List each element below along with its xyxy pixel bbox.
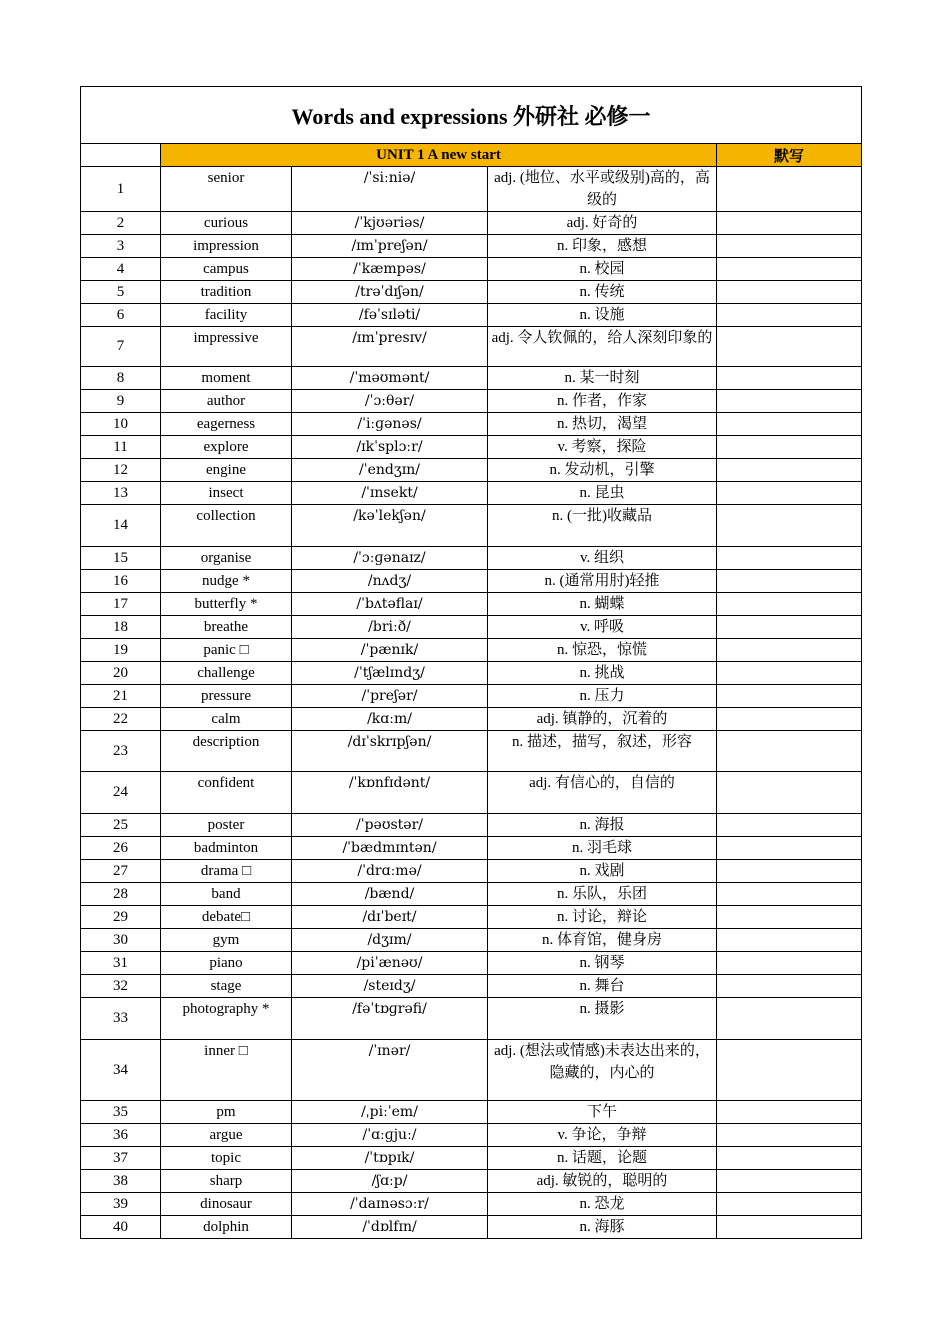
- phonetic-cell: /ˈpəʊstər/: [292, 814, 488, 837]
- dictation-cell[interactable]: [717, 952, 862, 975]
- word-cell: description: [161, 731, 292, 772]
- row-number: 1: [81, 167, 161, 212]
- table-row: [81, 327, 862, 367]
- word-cell: photography *: [161, 998, 292, 1040]
- word-cell: badminton: [161, 837, 292, 860]
- table-row: [81, 662, 862, 685]
- row-number: 32: [81, 975, 161, 998]
- phonetic-cell: /briːð/: [292, 616, 488, 639]
- table-row: [81, 1147, 862, 1170]
- table-row: [81, 616, 862, 639]
- word-cell: gym: [161, 929, 292, 952]
- phonetic-cell: /ʃɑːp/: [292, 1170, 488, 1193]
- page-title: Words and expressions 外研社 必修一: [81, 87, 862, 144]
- table-row: [81, 837, 862, 860]
- word-cell: poster: [161, 814, 292, 837]
- meaning-cell: n. 戏剧: [488, 860, 717, 883]
- phonetic-cell: /ˈɪnsekt/: [292, 482, 488, 505]
- phonetic-cell: /ˈpænɪk/: [292, 639, 488, 662]
- row-number: 29: [81, 906, 161, 929]
- row-number: 30: [81, 929, 161, 952]
- table-row: [81, 390, 862, 413]
- row-number: 9: [81, 390, 161, 413]
- table-row: [81, 998, 862, 1040]
- table-row: [81, 860, 862, 883]
- row-number: 40: [81, 1216, 161, 1239]
- phonetic-cell: /fəˈsɪləti/: [292, 304, 488, 327]
- word-cell: argue: [161, 1124, 292, 1147]
- word-cell: insect: [161, 482, 292, 505]
- meaning-cell: v. 组织: [488, 547, 717, 570]
- row-number: 5: [81, 281, 161, 304]
- word-cell: topic: [161, 1147, 292, 1170]
- phonetic-cell: /ˈbædmɪntən/: [292, 837, 488, 860]
- table-row: [81, 547, 862, 570]
- dictation-cell[interactable]: [717, 708, 862, 731]
- dictation-cell[interactable]: [717, 235, 862, 258]
- header-blank-cell: [81, 144, 161, 167]
- dictation-cell[interactable]: [717, 1040, 862, 1101]
- dictation-cell[interactable]: [717, 998, 862, 1040]
- table-row: [81, 1101, 862, 1124]
- row-number: 33: [81, 998, 161, 1040]
- meaning-cell: n. 描述，描写，叙述，形容: [488, 731, 717, 772]
- dictation-cell[interactable]: [717, 390, 862, 413]
- meaning-cell: n. 发动机，引擎: [488, 459, 717, 482]
- dictation-cell[interactable]: [717, 883, 862, 906]
- meaning-cell: n. 摄影: [488, 998, 717, 1040]
- meaning-cell: n. 讨论，辩论: [488, 906, 717, 929]
- table-row: [81, 883, 862, 906]
- row-number: 6: [81, 304, 161, 327]
- table-row: [81, 482, 862, 505]
- dictation-cell[interactable]: [717, 772, 862, 814]
- dictation-cell[interactable]: [717, 505, 862, 547]
- table-row: [81, 685, 862, 708]
- meaning-cell: n. 羽毛球: [488, 837, 717, 860]
- phonetic-cell: /ˈbʌtəflaɪ/: [292, 593, 488, 616]
- dictation-cell[interactable]: [717, 639, 862, 662]
- word-cell: pm: [161, 1101, 292, 1124]
- phonetic-cell: /fəˈtɒɡrəfi/: [292, 998, 488, 1040]
- table-row: [81, 593, 862, 616]
- table-row: [81, 1216, 862, 1239]
- table-row: [81, 459, 862, 482]
- dictation-cell[interactable]: [717, 860, 862, 883]
- meaning-cell: n. 热切，渴望: [488, 413, 717, 436]
- phonetic-cell: /ˈkjʊəriəs/: [292, 212, 488, 235]
- meaning-cell: adj. (想法或情感)未表达出来的，隐藏的，内心的: [488, 1040, 717, 1101]
- dictation-header: 默写: [717, 144, 862, 167]
- row-number: 2: [81, 212, 161, 235]
- dictation-cell[interactable]: [717, 212, 862, 235]
- table-row: [81, 1124, 862, 1147]
- dictation-cell[interactable]: [717, 258, 862, 281]
- table-row: [81, 367, 862, 390]
- dictation-cell[interactable]: [717, 327, 862, 367]
- vocabulary-table: [80, 86, 862, 1239]
- table-row: [81, 167, 862, 212]
- meaning-cell: n. 海报: [488, 814, 717, 837]
- row-number: 35: [81, 1101, 161, 1124]
- word-cell: inner □: [161, 1040, 292, 1101]
- meaning-cell: n. 舞台: [488, 975, 717, 998]
- phonetic-cell: /ˈɔːθər/: [292, 390, 488, 413]
- table-row: [81, 639, 862, 662]
- phonetic-cell: /trəˈdɪʃən/: [292, 281, 488, 304]
- dictation-cell[interactable]: [717, 616, 862, 639]
- word-cell: confident: [161, 772, 292, 814]
- dictation-cell[interactable]: [717, 436, 862, 459]
- word-cell: dinosaur: [161, 1193, 292, 1216]
- phonetic-cell: /ˈdaɪnəsɔːr/: [292, 1193, 488, 1216]
- row-number: 27: [81, 860, 161, 883]
- meaning-cell: n. 昆虫: [488, 482, 717, 505]
- table-row: [81, 906, 862, 929]
- row-number: 3: [81, 235, 161, 258]
- word-cell: impression: [161, 235, 292, 258]
- dictation-cell[interactable]: [717, 167, 862, 212]
- meaning-cell: n. 恐龙: [488, 1193, 717, 1216]
- word-cell: band: [161, 883, 292, 906]
- dictation-cell[interactable]: [717, 413, 862, 436]
- meaning-cell: adj. 好奇的: [488, 212, 717, 235]
- word-cell: debate□: [161, 906, 292, 929]
- word-cell: pressure: [161, 685, 292, 708]
- meaning-cell: adj. 敏锐的，聪明的: [488, 1170, 717, 1193]
- dictation-cell[interactable]: [717, 1170, 862, 1193]
- row-number: 20: [81, 662, 161, 685]
- row-number: 26: [81, 837, 161, 860]
- dictation-cell[interactable]: [717, 482, 862, 505]
- phonetic-cell: /ˈdrɑːmə/: [292, 860, 488, 883]
- table-row: [81, 975, 862, 998]
- word-cell: tradition: [161, 281, 292, 304]
- table-row: [81, 436, 862, 459]
- row-number: 39: [81, 1193, 161, 1216]
- row-number: 22: [81, 708, 161, 731]
- phonetic-cell: /bænd/: [292, 883, 488, 906]
- phonetic-cell: /ˈpreʃər/: [292, 685, 488, 708]
- row-number: 14: [81, 505, 161, 547]
- row-number: 31: [81, 952, 161, 975]
- meaning-cell: n. 作者，作家: [488, 390, 717, 413]
- table-row: [81, 212, 862, 235]
- word-cell: engine: [161, 459, 292, 482]
- meaning-cell: adj. (地位、水平或级别)高的，高级的: [488, 167, 717, 212]
- meaning-cell: n. 某一时刻: [488, 367, 717, 390]
- meaning-cell: n. 校园: [488, 258, 717, 281]
- meaning-cell: n. (通常用肘)轻推: [488, 570, 717, 593]
- row-number: 36: [81, 1124, 161, 1147]
- phonetic-cell: /ɪkˈsplɔːr/: [292, 436, 488, 459]
- phonetic-cell: /kɑːm/: [292, 708, 488, 731]
- table-row: [81, 304, 862, 327]
- table-row: [81, 814, 862, 837]
- dictation-cell[interactable]: [717, 662, 862, 685]
- word-cell: sharp: [161, 1170, 292, 1193]
- phonetic-cell: /ˈtɒpɪk/: [292, 1147, 488, 1170]
- dictation-cell[interactable]: [717, 570, 862, 593]
- phonetic-cell: /ɪmˈpresɪv/: [292, 327, 488, 367]
- meaning-cell: n. 设施: [488, 304, 717, 327]
- table-row: [81, 952, 862, 975]
- meaning-cell: n. 乐队，乐团: [488, 883, 717, 906]
- word-cell: facility: [161, 304, 292, 327]
- meaning-cell: v. 呼吸: [488, 616, 717, 639]
- phonetic-cell: /ˈməʊmənt/: [292, 367, 488, 390]
- phonetic-cell: /dɪˈskrɪpʃən/: [292, 731, 488, 772]
- word-cell: challenge: [161, 662, 292, 685]
- phonetic-cell: /steɪdʒ/: [292, 975, 488, 998]
- row-number: 12: [81, 459, 161, 482]
- phonetic-cell: /ˌpiːˈem/: [292, 1101, 488, 1124]
- meaning-cell: n. 传统: [488, 281, 717, 304]
- word-cell: panic □: [161, 639, 292, 662]
- row-number: 21: [81, 685, 161, 708]
- phonetic-cell: /ˈɪnər/: [292, 1040, 488, 1101]
- row-number: 23: [81, 731, 161, 772]
- table-row: [81, 505, 862, 547]
- row-number: 8: [81, 367, 161, 390]
- dictation-cell[interactable]: [717, 837, 862, 860]
- meaning-cell: adj. 有信心的，自信的: [488, 772, 717, 814]
- table-row: [81, 281, 862, 304]
- row-number: 10: [81, 413, 161, 436]
- dictation-cell[interactable]: [717, 459, 862, 482]
- word-cell: explore: [161, 436, 292, 459]
- word-cell: butterfly *: [161, 593, 292, 616]
- meaning-cell: adj. 令人钦佩的，给人深刻印象的: [488, 327, 717, 367]
- word-cell: eagerness: [161, 413, 292, 436]
- row-number: 37: [81, 1147, 161, 1170]
- phonetic-cell: /ˈsiːniə/: [292, 167, 488, 212]
- meaning-cell: n. 惊恐，惊慌: [488, 639, 717, 662]
- row-number: 28: [81, 883, 161, 906]
- row-number: 4: [81, 258, 161, 281]
- row-number: 13: [81, 482, 161, 505]
- phonetic-cell: /ˈkæmpəs/: [292, 258, 488, 281]
- phonetic-cell: /dɪˈbeɪt/: [292, 906, 488, 929]
- dictation-cell[interactable]: [717, 547, 862, 570]
- dictation-cell[interactable]: [717, 975, 862, 998]
- table-row: [81, 570, 862, 593]
- word-cell: curious: [161, 212, 292, 235]
- row-number: 15: [81, 547, 161, 570]
- row-number: 17: [81, 593, 161, 616]
- word-cell: breathe: [161, 616, 292, 639]
- phonetic-cell: /ˈɑːɡjuː/: [292, 1124, 488, 1147]
- row-number: 24: [81, 772, 161, 814]
- meaning-cell: n. (一批)收藏品: [488, 505, 717, 547]
- word-cell: stage: [161, 975, 292, 998]
- meaning-cell: n. 体育馆，健身房: [488, 929, 717, 952]
- table-row: [81, 413, 862, 436]
- meaning-cell: n. 压力: [488, 685, 717, 708]
- phonetic-cell: /ˈiːɡənəs/: [292, 413, 488, 436]
- row-number: 16: [81, 570, 161, 593]
- dictation-cell[interactable]: [717, 814, 862, 837]
- dictation-cell[interactable]: [717, 906, 862, 929]
- phonetic-cell: /ˈtʃælɪndʒ/: [292, 662, 488, 685]
- row-number: 25: [81, 814, 161, 837]
- phonetic-cell: /ˈendʒɪn/: [292, 459, 488, 482]
- meaning-cell: v. 考察，探险: [488, 436, 717, 459]
- word-cell: organise: [161, 547, 292, 570]
- phonetic-cell: /piˈænəʊ/: [292, 952, 488, 975]
- dictation-cell[interactable]: [717, 1216, 862, 1239]
- dictation-cell[interactable]: [717, 1147, 862, 1170]
- row-number: 34: [81, 1040, 161, 1101]
- table-row: [81, 708, 862, 731]
- table-row: [81, 1170, 862, 1193]
- dictation-cell[interactable]: [717, 304, 862, 327]
- unit-header: UNIT 1 A new start: [161, 144, 717, 167]
- phonetic-cell: /ˈkɒnfɪdənt/: [292, 772, 488, 814]
- table-row: [81, 929, 862, 952]
- phonetic-cell: /ˈɔːɡənaɪz/: [292, 547, 488, 570]
- phonetic-cell: /kəˈlekʃən/: [292, 505, 488, 547]
- word-cell: drama □: [161, 860, 292, 883]
- word-cell: dolphin: [161, 1216, 292, 1239]
- dictation-cell[interactable]: [717, 929, 862, 952]
- meaning-cell: adj. 镇静的，沉着的: [488, 708, 717, 731]
- word-cell: author: [161, 390, 292, 413]
- row-number: 19: [81, 639, 161, 662]
- table-row: [81, 258, 862, 281]
- dictation-cell[interactable]: [717, 1101, 862, 1124]
- row-number: 38: [81, 1170, 161, 1193]
- table-row: [81, 772, 862, 814]
- meaning-cell: n. 印象，感想: [488, 235, 717, 258]
- meaning-cell: v. 争论，争辩: [488, 1124, 717, 1147]
- word-cell: senior: [161, 167, 292, 212]
- dictation-cell[interactable]: [717, 281, 862, 304]
- meaning-cell: n. 话题，论题: [488, 1147, 717, 1170]
- phonetic-cell: /ˈdɒlfɪn/: [292, 1216, 488, 1239]
- table-row: [81, 235, 862, 258]
- table-row: [81, 1193, 862, 1216]
- dictation-cell[interactable]: [717, 731, 862, 772]
- meaning-cell: n. 蝴蝶: [488, 593, 717, 616]
- word-cell: moment: [161, 367, 292, 390]
- phonetic-cell: /dʒɪm/: [292, 929, 488, 952]
- meaning-cell: 下午: [488, 1101, 717, 1124]
- dictation-cell[interactable]: [717, 1124, 862, 1147]
- word-cell: piano: [161, 952, 292, 975]
- row-number: 7: [81, 327, 161, 367]
- dictation-cell[interactable]: [717, 593, 862, 616]
- word-cell: calm: [161, 708, 292, 731]
- table-row: [81, 1040, 862, 1101]
- word-cell: nudge *: [161, 570, 292, 593]
- word-cell: collection: [161, 505, 292, 547]
- dictation-cell[interactable]: [717, 685, 862, 708]
- meaning-cell: n. 挑战: [488, 662, 717, 685]
- phonetic-cell: /ɪmˈpreʃən/: [292, 235, 488, 258]
- dictation-cell[interactable]: [717, 367, 862, 390]
- meaning-cell: n. 钢琴: [488, 952, 717, 975]
- row-number: 11: [81, 436, 161, 459]
- dictation-cell[interactable]: [717, 1193, 862, 1216]
- word-cell: campus: [161, 258, 292, 281]
- word-cell: impressive: [161, 327, 292, 367]
- phonetic-cell: /nʌdʒ/: [292, 570, 488, 593]
- row-number: 18: [81, 616, 161, 639]
- meaning-cell: n. 海豚: [488, 1216, 717, 1239]
- table-row: [81, 731, 862, 772]
